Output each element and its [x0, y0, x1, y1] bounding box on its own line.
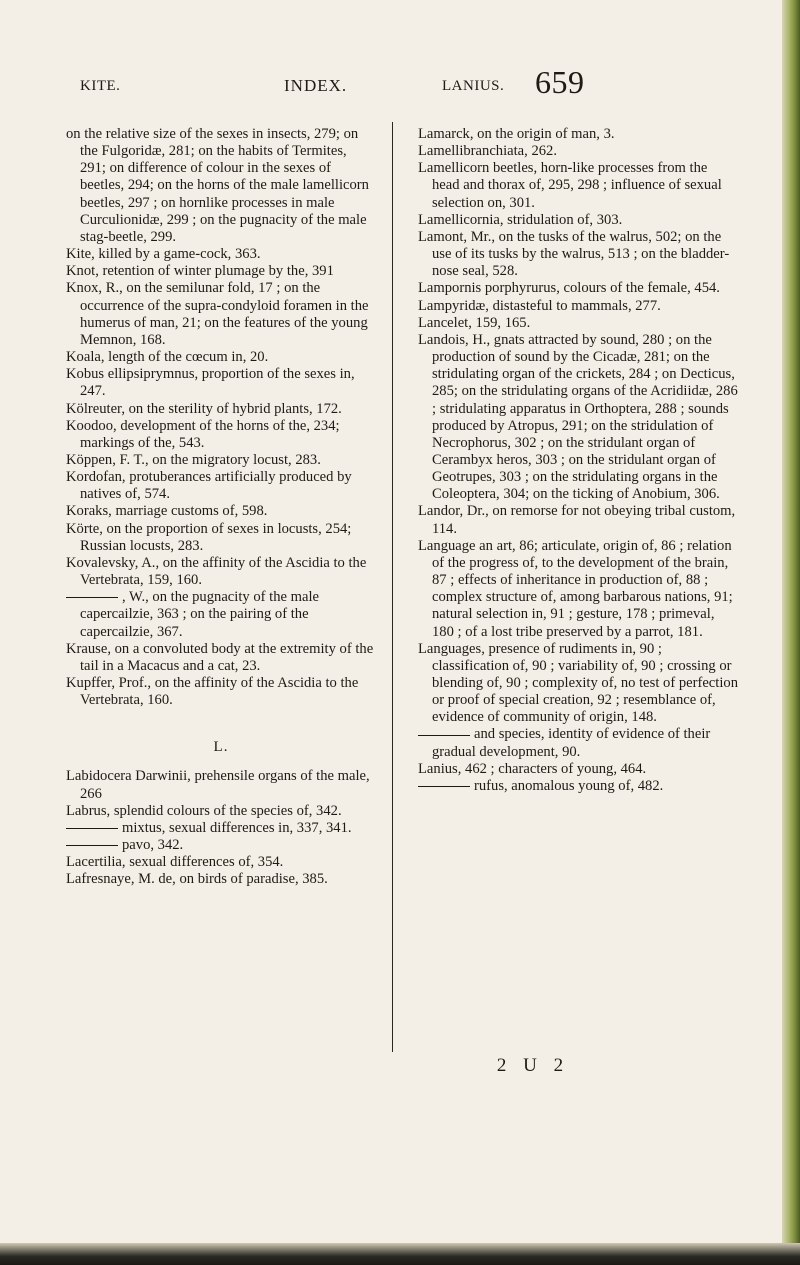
running-header: [80, 64, 605, 100]
subentry-text: and species, identity of evidence of their gradual development, 90.: [432, 726, 711, 760]
index-entry: Koraks, marriage customs of, 598.: [66, 503, 268, 520]
header-center: INDEX.: [284, 76, 348, 95]
page-edge-bottom: [0, 1243, 800, 1265]
ditto-dash: [66, 828, 118, 829]
index-entry: Koodoo, development of the horns of the, 234; markings of the, 543.: [66, 417, 340, 451]
index-entry: Kordofan, protuberances artificially produced by natives of, 574.: [66, 469, 352, 503]
subentry-text: pavo, 342.: [122, 837, 184, 854]
index-entry: Landois, H., gnats attracted by sound, 280 ; on the production of sound by the Cicadæ, 281; on the stridulating organ of the crickets, 284 ; on Decticus, 285; on the stridulating organs of the Acridiidæ, 286 ; stridulating apparatus in Orthoptera, 288 ; sounds produced by Atropus, 291; on the stridulation of Necrophorus, 302 ; on the stridulant organ of Cerambyx heros, 303 ; on the stridulant organ of Geotrupes, 303 ; on the stridulating organs in the Coleoptera, 304; on the ticking of Anobium, 306.: [418, 331, 738, 503]
subentry-text: mixtus, sexual differences in, 337, 341.: [122, 819, 352, 836]
left-column: [66, 126, 376, 889]
index-entry: Lanius, 462 ; characters of young, 464.: [418, 760, 647, 777]
index-entry: Lamellicorn beetles, horn-like processes from the head and thorax of, 295, 298 ; influence of sexual selection on, 301.: [418, 160, 722, 211]
header-left: KITE.: [80, 78, 121, 94]
index-entry: Lamellibranchiata, 262.: [418, 143, 557, 160]
index-entry: Labidocera Darwinii, prehensile organs of the male, 266: [66, 768, 370, 802]
ditto-dash: [418, 735, 470, 736]
index-entry: Koala, length of the cœcum in, 20.: [66, 349, 269, 366]
index-entry: Kite, killed by a game-cock, 363.: [66, 246, 261, 263]
ditto-dash: [66, 845, 118, 846]
ditto-dash: [418, 786, 470, 787]
index-entry: Lampornis porphyrurus, colours of the female, 454.: [418, 280, 720, 297]
index-subentry: [66, 589, 376, 640]
index-subentry: [66, 820, 376, 837]
index-entry: Lancelet, 159, 165.: [418, 314, 531, 331]
index-entry: Languages, presence of rudiments in, 90 ; classification of, 90 ; variability of, 90 ; crossing or blending of, 90 ; complexity of, no test of perfection or proof of special creation, 92 ; resemblance of, evidence of community of origin, 148.: [418, 640, 738, 726]
page-edge-right: [782, 0, 800, 1265]
index-entry: Lafresnaye, M. de, on birds of paradise, 385.: [66, 871, 328, 888]
index-entry: Lamont, Mr., on the tusks of the walrus, 502; on the use of its tusks by the walrus, 513 ; on the bladder-nose seal, 528.: [418, 228, 730, 280]
index-subentry: [66, 837, 376, 854]
index-entry: Krause, on a convoluted body at the extremity of the tail in a Macacus and a cat, 23.: [66, 640, 374, 674]
header-right: LANIUS.: [442, 78, 505, 94]
index-subentry: [418, 778, 738, 795]
column-divider: [392, 122, 393, 1052]
right-column: [418, 126, 738, 795]
index-entry: Lamellicornia, stridulation of, 303.: [418, 211, 623, 228]
index-entry: on the relative size of the sexes in insects, 279; on the Fulgoridæ, 281; on the habits of Termites, 291; on difference of colour in the sexes of beetles, 294; on the horns of the male lamellicorn beetles, 297 ; on hornlike processes in male Curculionidæ, 299 ; on the pugnacity of the male stag-beetle, 299.: [66, 126, 369, 245]
index-entry: Knot, retention of winter plumage by the, 391: [66, 263, 334, 280]
index-entry: Labrus, splendid colours of the species of, 342.: [66, 802, 342, 819]
signature-mark: 2 U 2: [496, 1055, 570, 1076]
page-number: 659: [535, 64, 585, 100]
index-entry: Köppen, F. T., on the migratory locust, 283.: [66, 451, 321, 468]
index-subentry: [418, 726, 738, 760]
index-entry: Knox, R., on the semilunar fold, 17 ; on the occurrence of the supra-condyloid foramen in the humerus of man, 21; on the features of the young Memnon, 168.: [66, 280, 369, 348]
index-entry: Kobus ellipsiprymnus, proportion of the sexes in, 247.: [66, 366, 355, 400]
index-entry: Kupffer, Prof., on the affinity of the Ascidia to the Vertebrata, 160.: [66, 675, 359, 709]
index-entry: Language an art, 86; articulate, origin of, 86 ; relation of the progress of, to the development of the brain, 87 ; effects of inheritance in production of, 88 ; complex structure of, among barbarous nations, 91; natural selection in, 91 ; gesture, 178 ; primeval, 180 ; of a lost tribe preserved by a parrot, 181.: [418, 537, 733, 640]
index-entry: Lacertilia, sexual differences of, 354.: [66, 854, 284, 871]
index-entry: Lamarck, on the origin of man, 3.: [418, 126, 615, 142]
ditto-dash: [66, 597, 118, 598]
subentry-text: , W., on the pugnacity of the male capercailzie, 363 ; on the pairing of the capercailzie, 367.: [80, 589, 319, 640]
section-letter: L.: [213, 739, 229, 756]
index-entry: Körte, on the proportion of sexes in locusts, 254; Russian locusts, 283.: [66, 520, 352, 554]
index-entry: Lampyridæ, distasteful to mammals, 277.: [418, 297, 661, 314]
subentry-text: rufus, anomalous young of, 482.: [474, 777, 664, 794]
index-entry: Kölreuter, on the sterility of hybrid plants, 172.: [66, 400, 342, 417]
index-entry: Landor, Dr., on remorse for not obeying tribal custom, 114.: [418, 503, 736, 537]
index-entry: Kovalevsky, A., on the affinity of the Ascidia to the Vertebrata, 159, 160.: [66, 554, 367, 589]
